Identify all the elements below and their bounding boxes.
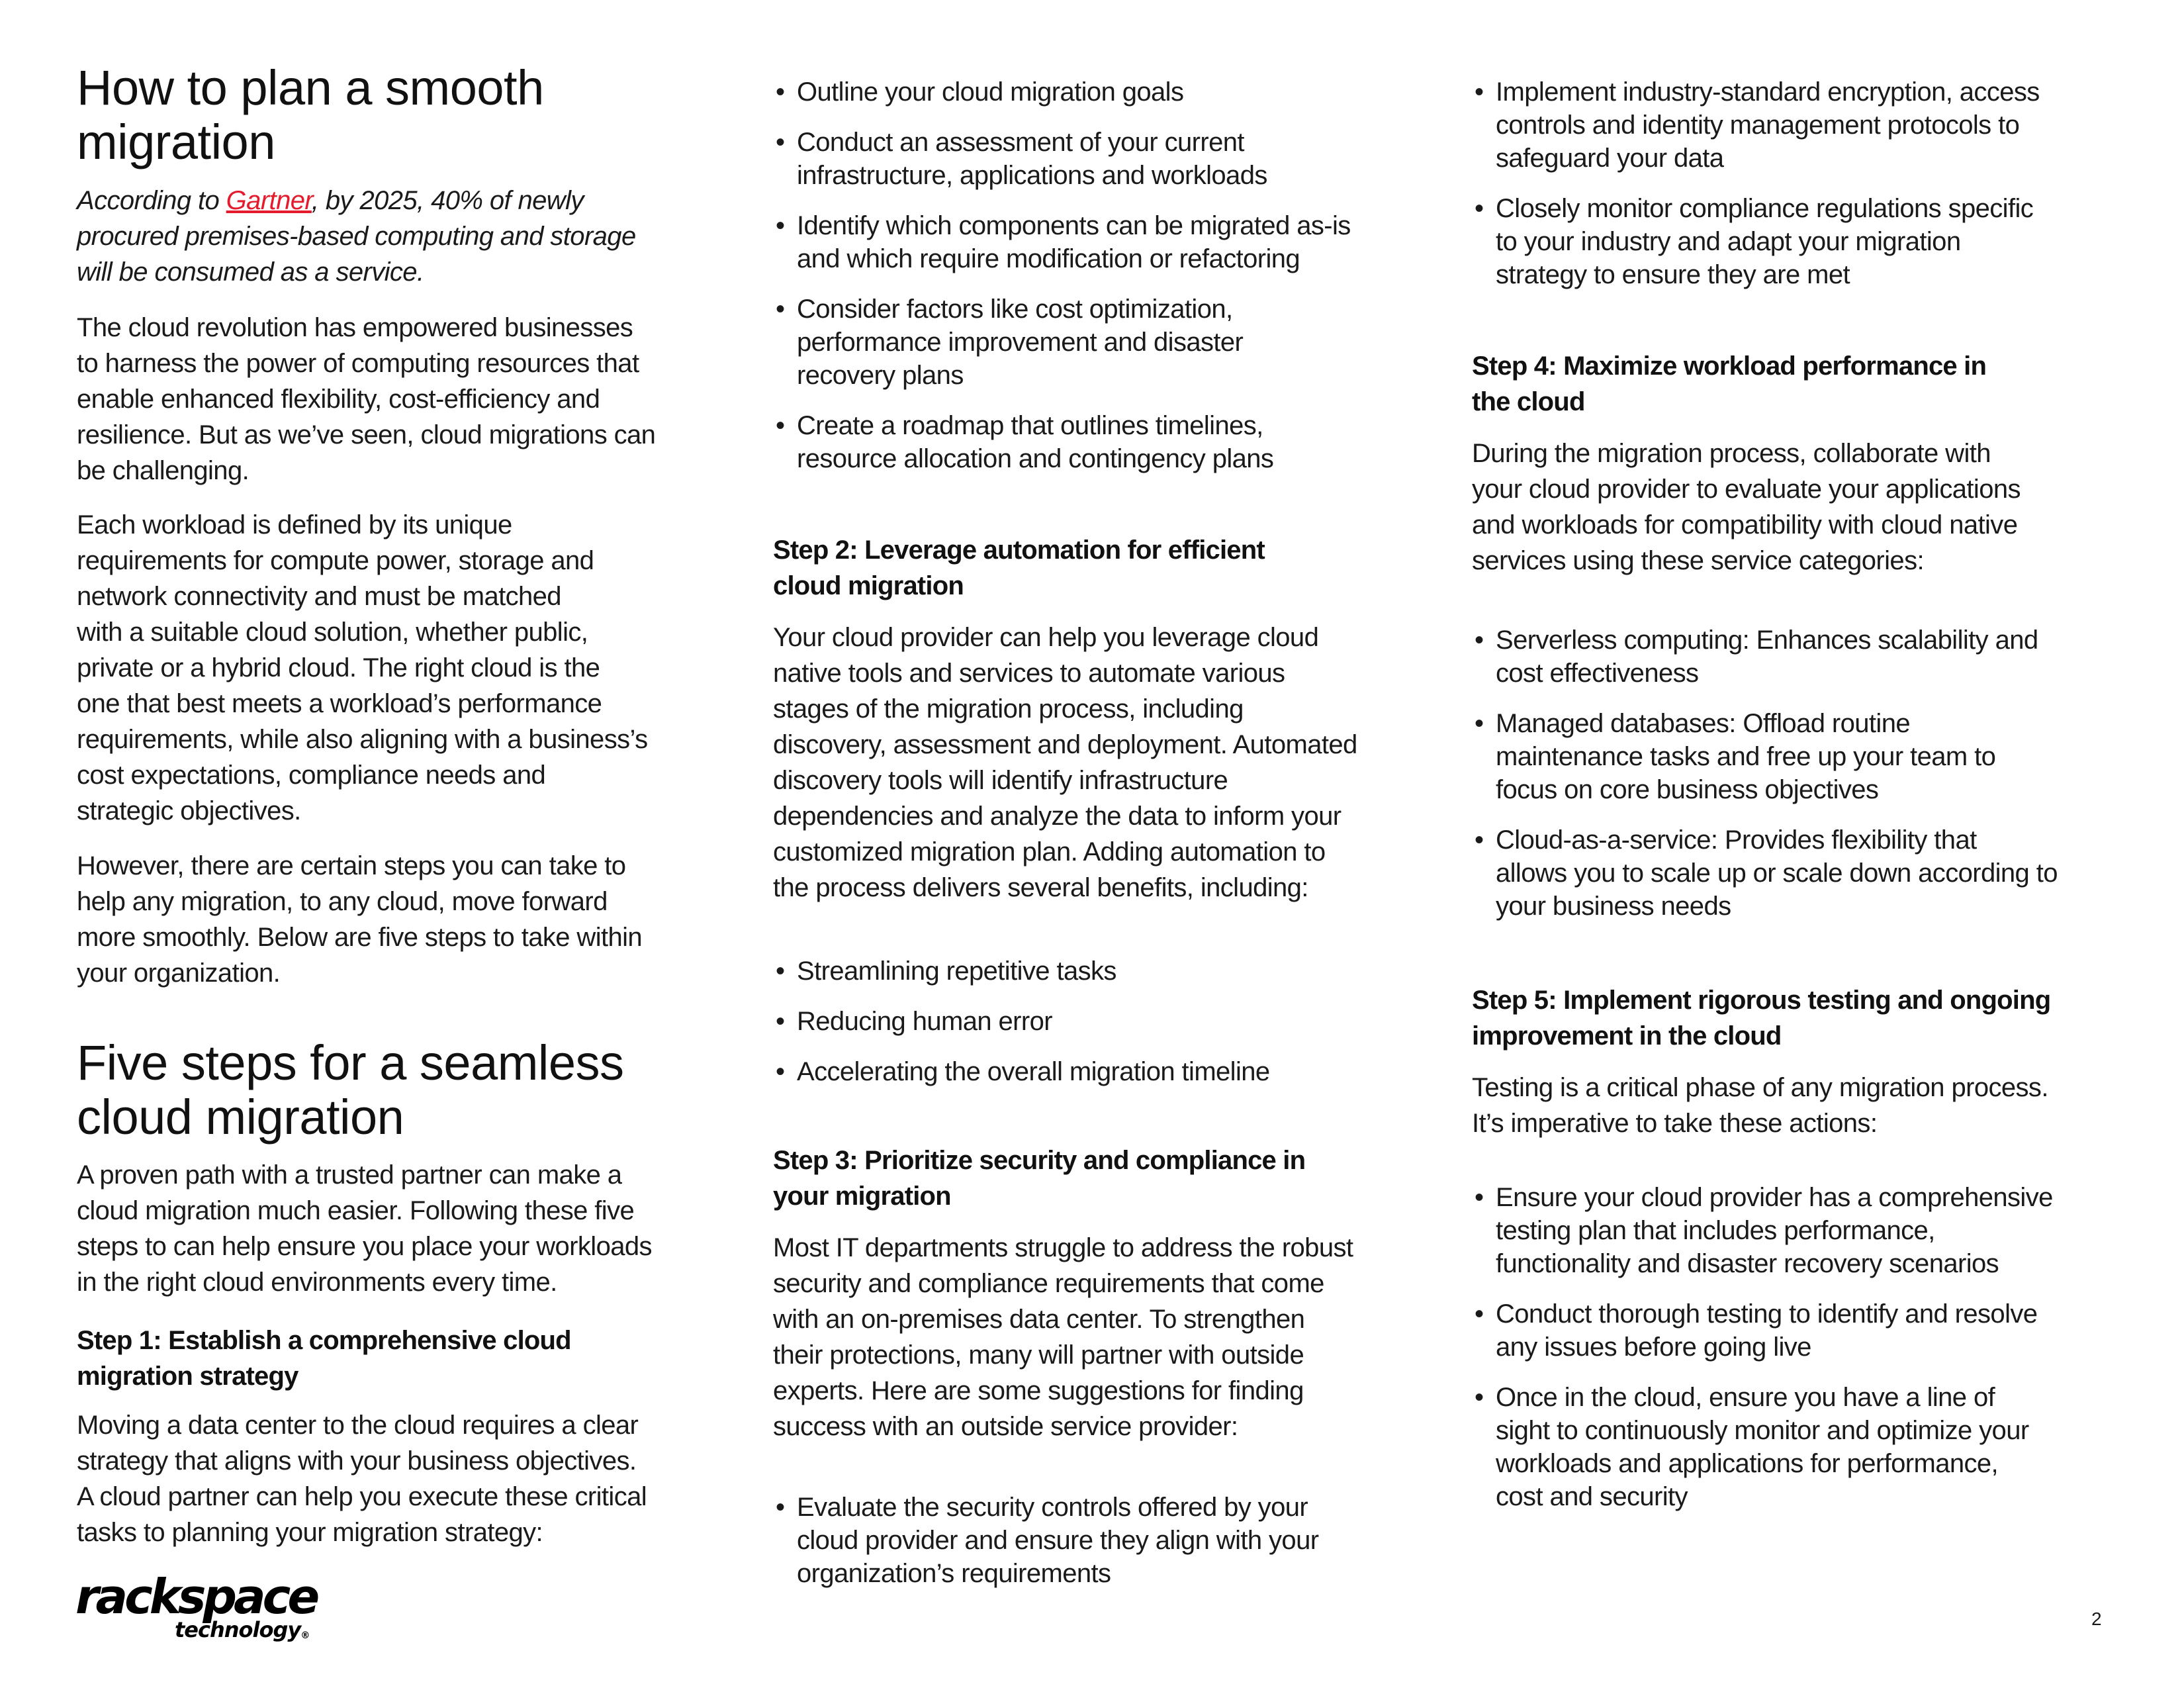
logo-technology: technology bbox=[175, 1617, 301, 1642]
text-line: Most IT departments struggle to address the robust bbox=[773, 1233, 1353, 1262]
bullet-dot-icon: • bbox=[776, 295, 785, 324]
text-line: and workloads for compatibility with cloud native bbox=[1472, 510, 2018, 539]
bullet-text bbox=[797, 209, 1351, 275]
bullet-text-line: any issues before going live bbox=[1496, 1333, 1811, 1362]
text-line: the cloud bbox=[1472, 387, 1585, 416]
bullet-text-line: Once in the cloud, ensure you have a line of bbox=[1496, 1383, 1995, 1412]
text-line: more smoothly. Below are five steps to take within bbox=[77, 923, 643, 952]
text-line: Step 3: Prioritize security and compliance in bbox=[773, 1146, 1306, 1175]
bullet-text-line: resource allocation and contingency plans bbox=[797, 444, 1274, 473]
bullet-dot-icon: • bbox=[776, 128, 785, 157]
text-line: Step 1: Establish a comprehensive cloud bbox=[77, 1326, 571, 1355]
bullet-text-line: Accelerating the overall migration timeline bbox=[797, 1057, 1270, 1086]
bullet-text bbox=[797, 293, 1243, 392]
step5-heading bbox=[1472, 982, 2050, 1054]
text-line: improvement in the cloud bbox=[1472, 1021, 1782, 1051]
text-line: security and compliance requirements that come bbox=[773, 1269, 1324, 1298]
bullet-text bbox=[797, 1055, 1270, 1088]
text-line: Step 2: Leverage automation for efficient bbox=[773, 536, 1265, 565]
bullet-dot-icon: • bbox=[1475, 825, 1484, 855]
bullet-text-line: performance improvement and disaster bbox=[797, 328, 1244, 357]
page-title bbox=[77, 61, 544, 169]
bullet-text-line: Conduct thorough testing to identify and resolve bbox=[1496, 1299, 2038, 1329]
text-line: with an on-premises data center. To strengthen bbox=[773, 1305, 1305, 1334]
bullet-text bbox=[797, 75, 1183, 109]
bullet-text-line: cloud provider and ensure they align with your bbox=[797, 1526, 1319, 1555]
text-line: strategic objectives. bbox=[77, 796, 301, 825]
bullet-text bbox=[1496, 1297, 2037, 1364]
section-title-line: Five steps for a seamless bbox=[77, 1035, 624, 1090]
bullet-text-line: cost and security bbox=[1496, 1482, 1688, 1511]
bullet-text-line: organization’s requirements bbox=[797, 1559, 1111, 1588]
bullet-dot-icon: • bbox=[776, 211, 785, 240]
bullet-dot-icon: • bbox=[1475, 626, 1484, 655]
bullet-dot-icon: • bbox=[776, 77, 785, 107]
section-title-line: cloud migration bbox=[77, 1090, 404, 1145]
text-line: migration strategy bbox=[77, 1362, 298, 1391]
bullet-text-line: Cloud-as-a-service: Provides flexibility that bbox=[1496, 825, 1977, 855]
bullet-text bbox=[1496, 192, 2033, 291]
bullet-text bbox=[1496, 75, 2040, 175]
step3-heading bbox=[773, 1143, 1305, 1214]
text-line: services using these service categories: bbox=[1472, 546, 1924, 575]
bullet-dot-icon: • bbox=[776, 957, 785, 986]
text-line: Your cloud provider can help you leverage cloud bbox=[773, 623, 1319, 652]
bullet-dot-icon: • bbox=[776, 1007, 785, 1036]
bullet-text-line: Outline your cloud migration goals bbox=[797, 77, 1184, 107]
text-line: one that best meets a workload’s performance bbox=[77, 689, 602, 718]
text-line: customized migration plan. Adding automation to bbox=[773, 837, 1326, 867]
quote-line: procured premises-based computing and storage bbox=[77, 222, 636, 251]
bullet-dot-icon: • bbox=[1475, 194, 1484, 223]
logo-brand-text: rackspace bbox=[75, 1569, 317, 1624]
bullet-text-line: maintenance tasks and free up your team to bbox=[1496, 742, 1996, 771]
bullet-text-line: Create a roadmap that outlines timelines, bbox=[797, 411, 1263, 440]
text-line: your organization. bbox=[77, 959, 281, 988]
step1-body bbox=[77, 1407, 647, 1550]
bullet-text-line: infrastructure, applications and workloads bbox=[797, 161, 1267, 190]
text-line: dependencies and analyze the data to inform your bbox=[773, 802, 1342, 831]
bullet-text-line: to your industry and adapt your migration bbox=[1496, 227, 1961, 256]
text-line: private or a hybrid cloud. The right cloud is the bbox=[77, 653, 600, 682]
bullet-text-line: focus on core business objectives bbox=[1496, 775, 1879, 804]
gartner-link[interactable]: Gartner bbox=[226, 186, 312, 215]
bullet-text-line: your business needs bbox=[1496, 892, 1731, 921]
text-line: help any migration, to any cloud, move forward bbox=[77, 887, 608, 916]
bullet-text-line: workloads and applications for performance, bbox=[1496, 1449, 1999, 1478]
text-line: be challenging. bbox=[77, 456, 250, 485]
page-title-line: How to plan a smooth bbox=[77, 60, 544, 115]
bullet-text-line: Serverless computing: Enhances scalability and bbox=[1496, 626, 2038, 655]
text-line: resilience. But as we’ve seen, cloud migrations can bbox=[77, 420, 656, 449]
text-line: discovery tools will identify infrastructure bbox=[773, 766, 1228, 795]
quote-suffix: , by 2025, 40% of newly bbox=[311, 186, 584, 215]
bullet-text-line: strategy to ensure they are met bbox=[1496, 260, 1850, 289]
text-line: A cloud partner can help you execute these critical bbox=[77, 1482, 647, 1511]
bullet-text-line: Managed databases: Offload routine bbox=[1496, 709, 1910, 738]
five-steps-intro bbox=[77, 1157, 652, 1300]
text-line: A proven path with a trusted partner can make a bbox=[77, 1160, 622, 1190]
text-line: cost expectations, compliance needs and bbox=[77, 761, 546, 790]
text-line: During the migration process, collaborate with bbox=[1472, 439, 1991, 468]
section-title bbox=[77, 1036, 623, 1145]
text-line: requirements for compute power, storage and bbox=[77, 546, 594, 575]
logo-sub-text bbox=[175, 1618, 309, 1648]
text-line: with a suitable cloud solution, whether public, bbox=[77, 618, 588, 647]
bullet-dot-icon: • bbox=[1475, 1299, 1484, 1329]
registered-mark: ® bbox=[300, 1630, 310, 1641]
text-line: the process delivers several benefits, including: bbox=[773, 873, 1308, 902]
bullet-text bbox=[1496, 1381, 2029, 1513]
bullet-dot-icon: • bbox=[776, 1493, 785, 1522]
bullet-dot-icon: • bbox=[776, 411, 785, 440]
bullet-text bbox=[1496, 624, 2038, 690]
text-line: their protections, many will partner with outside bbox=[773, 1340, 1304, 1370]
bullet-text bbox=[797, 409, 1273, 475]
bullet-text-line: controls and identity management protocols to bbox=[1496, 111, 2020, 140]
quote-line: will be consumed as a service. bbox=[77, 258, 424, 287]
text-line: in the right cloud environments every time. bbox=[77, 1268, 557, 1297]
text-line: enable enhanced flexibility, cost-efficiency and bbox=[77, 385, 600, 414]
bullet-text-line: allows you to scale up or scale down according to bbox=[1496, 859, 2058, 888]
bullet-text bbox=[797, 1005, 1052, 1038]
bullet-text bbox=[1496, 823, 2058, 923]
step5-body bbox=[1472, 1070, 2048, 1141]
bullet-text-line: Evaluate the security controls offered by your bbox=[797, 1493, 1308, 1522]
text-line: strategy that aligns with your business objectives. bbox=[77, 1446, 637, 1476]
text-line: cloud migration much easier. Following these five bbox=[77, 1196, 635, 1225]
text-line: your cloud provider to evaluate your applications bbox=[1472, 475, 2021, 504]
quote-line bbox=[77, 183, 636, 218]
bullet-text bbox=[797, 1491, 1318, 1590]
page-title-line: migration bbox=[77, 115, 275, 169]
bullet-text-line: sight to continuously monitor and optimize your bbox=[1496, 1416, 2029, 1445]
bullet-text-line: Conduct an assessment of your current bbox=[797, 128, 1244, 157]
bullet-text-line: Consider factors like cost optimization, bbox=[797, 295, 1233, 324]
bullet-dot-icon: • bbox=[1475, 709, 1484, 738]
bullet-text-line: Reducing human error bbox=[797, 1007, 1052, 1036]
quote-prefix: According to bbox=[77, 186, 226, 215]
bullet-text-line: Implement industry-standard encryption, access bbox=[1496, 77, 2040, 107]
text-line: cloud migration bbox=[773, 571, 964, 600]
text-line: Step 5: Implement rigorous testing and ongoing bbox=[1472, 986, 2051, 1015]
bullet-text bbox=[1496, 1181, 2053, 1280]
text-line: experts. Here are some suggestions for finding bbox=[773, 1376, 1304, 1405]
bullet-text-line: Identify which components can be migrated as-is bbox=[797, 211, 1351, 240]
text-line: discovery, assessment and deployment. Automated bbox=[773, 730, 1357, 759]
rackspace-logo bbox=[75, 1569, 317, 1650]
text-line: tasks to planning your migration strategy: bbox=[77, 1518, 543, 1547]
bullet-text-line: and which require modification or refactoring bbox=[797, 244, 1300, 273]
bullet-text-line: Closely monitor compliance regulations specific bbox=[1496, 194, 2034, 223]
bullet-text-line: functionality and disaster recovery scenarios bbox=[1496, 1249, 1999, 1278]
text-line: Step 4: Maximize workload performance in bbox=[1472, 352, 1987, 381]
step4-heading bbox=[1472, 348, 1986, 420]
step1-heading bbox=[77, 1323, 571, 1394]
text-line: stages of the migration process, including bbox=[773, 694, 1244, 724]
bullet-text-line: testing plan that includes performance, bbox=[1496, 1216, 1935, 1245]
text-line: Moving a data center to the cloud requires a clear bbox=[77, 1411, 639, 1440]
text-line: network connectivity and must be matched bbox=[77, 582, 561, 611]
text-line: Each workload is defined by its unique bbox=[77, 510, 512, 539]
bullet-text-line: cost effectiveness bbox=[1496, 659, 1699, 688]
step4-body bbox=[1472, 436, 2021, 579]
text-line: However, there are certain steps you can take to bbox=[77, 851, 626, 880]
bullet-text bbox=[797, 955, 1116, 988]
text-line: to harness the power of computing resources that bbox=[77, 349, 639, 378]
gartner-quote bbox=[77, 183, 636, 290]
text-line: native tools and services to automate various bbox=[773, 659, 1285, 688]
bullet-dot-icon: • bbox=[776, 1057, 785, 1086]
page-number: 2 bbox=[2091, 1609, 2102, 1629]
bullet-text bbox=[1496, 707, 1995, 806]
bullet-dot-icon: • bbox=[1475, 1183, 1484, 1212]
bullet-text-line: Streamlining repetitive tasks bbox=[797, 957, 1116, 986]
bullet-text-line: Ensure your cloud provider has a comprehensive bbox=[1496, 1183, 2053, 1212]
text-line: success with an outside service provider: bbox=[773, 1412, 1238, 1441]
bullet-text bbox=[797, 126, 1267, 192]
intro-paragraph-2 bbox=[77, 507, 647, 829]
text-line: steps to can help ensure you place your workloads bbox=[77, 1232, 652, 1261]
bullet-text-line: recovery plans bbox=[797, 361, 964, 390]
step2-heading bbox=[773, 532, 1265, 604]
text-line: It’s imperative to take these actions: bbox=[1472, 1109, 1878, 1138]
text-line: The cloud revolution has empowered businesses bbox=[77, 313, 633, 342]
bullet-text-line: safeguard your data bbox=[1496, 144, 1724, 173]
bullet-dot-icon: • bbox=[1475, 1383, 1484, 1412]
intro-paragraph-3 bbox=[77, 848, 642, 991]
intro-paragraph-1 bbox=[77, 310, 655, 489]
bullet-dot-icon: • bbox=[1475, 77, 1484, 107]
text-line: your migration bbox=[773, 1182, 951, 1211]
text-line: requirements, while also aligning with a business’s bbox=[77, 725, 648, 754]
step2-body bbox=[773, 620, 1357, 906]
step3-body bbox=[773, 1230, 1353, 1444]
text-line: Testing is a critical phase of any migration process. bbox=[1472, 1073, 2048, 1102]
